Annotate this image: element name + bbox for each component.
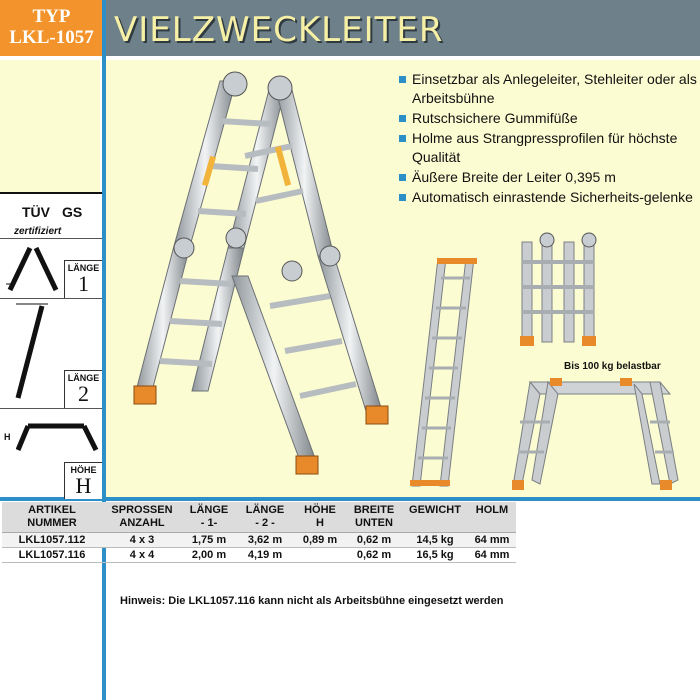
cell-article: LKL1057.112 <box>2 533 102 548</box>
table-row <box>2 533 516 548</box>
cell-rail: 64 mm <box>468 533 516 548</box>
cell-height <box>294 548 346 563</box>
col-length-2: LÄNGE - 2 - <box>236 502 294 533</box>
config-length-1-number: 1 <box>78 271 89 296</box>
tuv-label: TÜV <box>22 204 50 220</box>
config-a-frame-icon <box>6 244 64 294</box>
col-width: BREITE UNTEN <box>346 502 402 533</box>
feature-item: Rutschsichere Gummifüße <box>398 109 698 128</box>
ladder-folded-image <box>512 232 608 350</box>
col-weight: GEWICHT <box>402 502 468 533</box>
cell-rungs: 4 x 3 <box>102 533 182 548</box>
config-platform-icon <box>16 420 100 454</box>
certification-panel <box>0 192 102 497</box>
config-length-1-label: LÄNGE <box>67 263 100 273</box>
specs-table <box>2 502 516 563</box>
capacity-caption: Bis 100 kg belastbar <box>564 361 661 372</box>
divider <box>0 238 102 239</box>
divider <box>0 408 102 409</box>
config-height-label: HÖHE <box>70 465 97 475</box>
ladder-straight-image <box>408 258 478 490</box>
col-rail: HOLM <box>468 502 516 533</box>
config-straight-icon <box>10 302 50 402</box>
certified-label: zertifiziert <box>14 226 62 237</box>
cell-weight: 16,5 kg <box>402 548 468 563</box>
cell-rungs: 4 x 4 <box>102 548 182 563</box>
cell-length-1: 1,75 m <box>182 533 236 548</box>
ladder-a-frame-image <box>120 66 400 486</box>
title-bar <box>106 0 700 56</box>
cell-width: 0,62 m <box>346 548 402 563</box>
feature-list <box>398 70 698 208</box>
table-header-row <box>2 502 516 533</box>
feature-item: Einsetzbar als Anlegeleiter, Stehleiter oder als Arbeitsbühne <box>398 70 698 108</box>
col-length-1: LÄNGE - 1- <box>182 502 236 533</box>
ladder-left-lower <box>134 246 244 404</box>
cell-weight: 14,5 kg <box>402 533 468 548</box>
type-label: TYP <box>32 6 71 27</box>
col-rungs: SPROSSEN ANZAHL <box>102 502 182 533</box>
col-article: ARTIKEL NUMMER <box>2 502 102 533</box>
cell-length-2: 3,62 m <box>236 533 294 548</box>
height-marker: H <box>4 432 11 442</box>
cell-length-1: 2,00 m <box>182 548 236 563</box>
cell-height: 0,89 m <box>294 533 346 548</box>
gs-label: GS <box>62 204 83 220</box>
cell-width: 0,62 m <box>346 533 402 548</box>
feature-item: Holme aus Strangpressprofilen für höchste Qualität <box>398 129 698 167</box>
vertical-divider <box>102 0 106 700</box>
cell-length-2: 4,19 m <box>236 548 294 563</box>
config-height <box>64 462 102 499</box>
ladder-left-upper <box>174 81 286 248</box>
config-length-1 <box>64 260 102 298</box>
table-row <box>2 548 516 563</box>
page-title: VIELZWECKLEITER <box>114 10 444 50</box>
col-height: HÖHE H <box>294 502 346 533</box>
feature-item: Automatisch einrastende Sicherheits-gelenke <box>398 188 698 207</box>
config-height-number: H <box>75 473 92 498</box>
type-model: LKL-1057 <box>9 27 94 48</box>
note-text: Hinweis: Die LKL1057.116 kann nicht als Arbeitsbühne eingesetzt werden <box>120 595 504 607</box>
cell-rail: 64 mm <box>468 548 516 563</box>
divider <box>0 298 102 299</box>
config-length-2-label: LÄNGE <box>67 373 100 383</box>
config-length-2-number: 2 <box>78 381 89 406</box>
feature-item: Äußere Breite der Leiter 0,395 m <box>398 168 698 187</box>
config-length-2 <box>64 370 102 408</box>
ladder-platform-image <box>510 372 686 494</box>
type-badge <box>0 0 103 56</box>
cell-article: LKL1057.116 <box>2 548 102 563</box>
horizontal-divider <box>0 497 700 501</box>
